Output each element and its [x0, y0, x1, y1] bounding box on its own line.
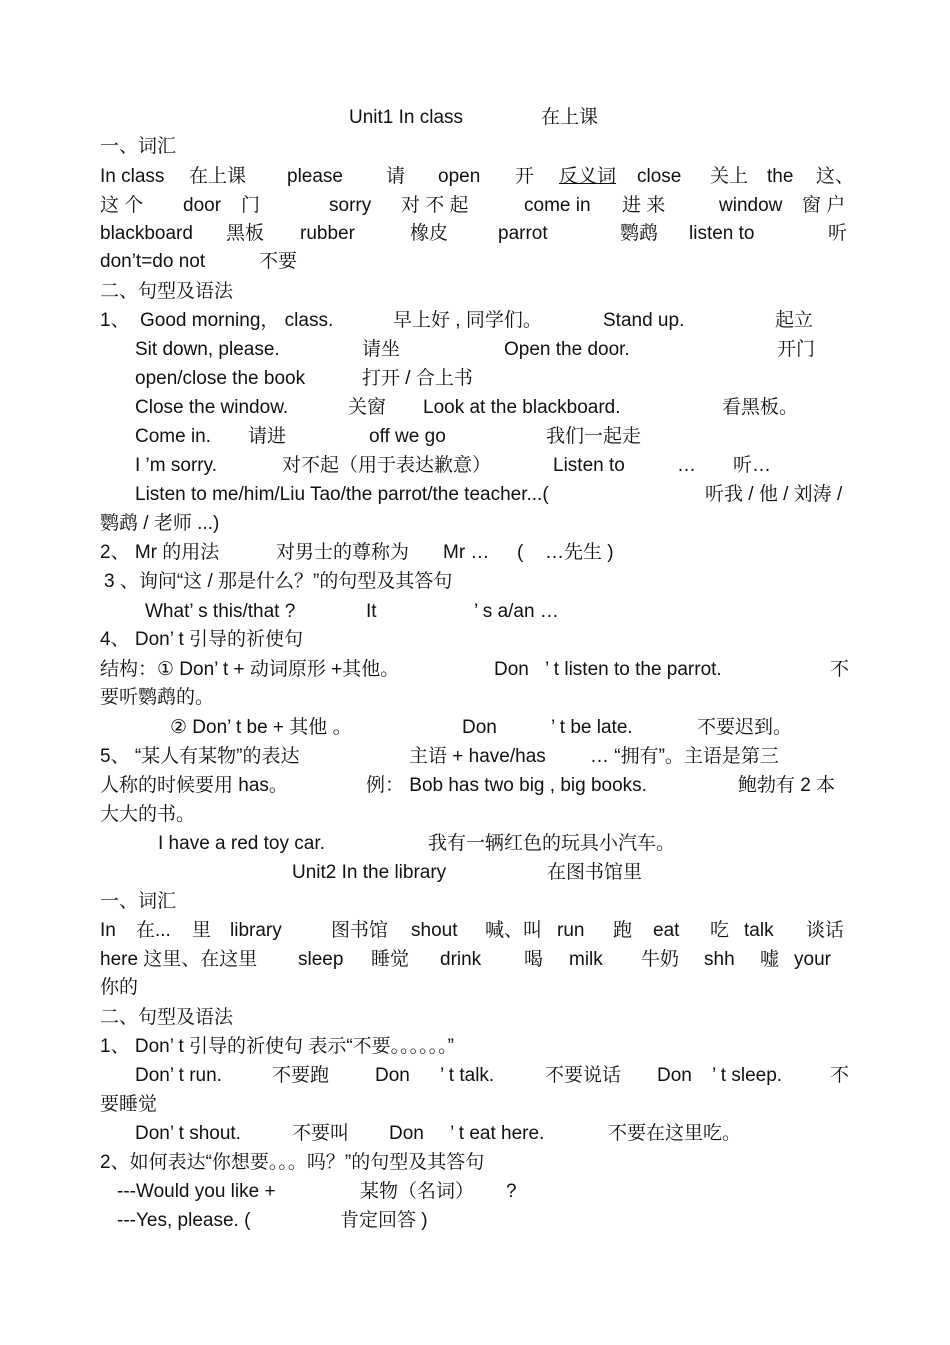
vocab-meaning: 不要 [259, 251, 298, 272]
phrase-zh: 开门 [777, 339, 816, 360]
vocab-meaning: 窗 户 [802, 195, 846, 216]
phrase-zh: 肯定回答 ) [340, 1210, 428, 1231]
phrase-en: Good morning， class. [140, 310, 334, 331]
phrase-zh: 打开 / 合上书 [362, 368, 473, 389]
phrase-en: Mr … [443, 542, 490, 563]
phrase-zh: 看黑板。 [722, 397, 799, 418]
phrase-en: ( [517, 542, 524, 563]
phrase-en: Come in. [135, 426, 212, 447]
phrase-zh: 关窗 [348, 397, 387, 418]
section-heading: 4、 Don’ t 引导的祈使句 [100, 629, 304, 650]
vocab-meaning: 关上 [710, 166, 749, 187]
vocab-meaning: 对 不 起 [401, 195, 469, 216]
phrase-en: Listen to [553, 455, 625, 476]
vocab-word: please [287, 166, 343, 187]
phrase-zh: 不要在这里吃。 [608, 1123, 742, 1144]
vocab-meaning: 牛奶 [641, 949, 680, 970]
phrase-zh: 起立 [775, 310, 814, 331]
phrase-zh: 鹦鹉 / 老师 ...) [100, 513, 220, 534]
phrase-en: ---Would you like + [117, 1181, 276, 1202]
phrase-zh: 大大的书。 [100, 804, 196, 825]
phrase-en: Open the door. [504, 339, 630, 360]
phrase-en: Close the window. [135, 397, 289, 418]
phrase-zh: 某物（名词） [360, 1181, 475, 1202]
vocab-meaning: 喊、叫 [485, 920, 543, 941]
unit2-grammar-header: 二、句型及语法 [100, 1007, 234, 1028]
phrase-zh: 不要迟到。 [697, 717, 793, 738]
example-line: 例： Bob has two big , big books. [366, 775, 647, 796]
vocab-word: sleep [298, 949, 344, 970]
phrase-zh: 不 [830, 659, 850, 680]
phrase-en: off we go [369, 426, 446, 447]
phrase-en: ---Yes, please. ( [117, 1210, 251, 1231]
antonym-label: 反义词 [559, 166, 617, 187]
vocab-meaning: 嘘 [760, 949, 780, 970]
phrase-en: Listen to me/him/Liu Tao/the parrot/the teacher...( [135, 484, 549, 505]
vocab-meaning: 这、 [816, 166, 855, 187]
vocab-meaning: 在... [136, 920, 171, 941]
phrase-zh: 早上好 , 同学们。 [393, 310, 542, 331]
phrase-en: Don [494, 659, 529, 680]
vocab-meaning: 请 [386, 166, 406, 187]
vocab-meaning: 吃 [710, 920, 730, 941]
phrase-en: Don [657, 1065, 692, 1086]
phrase-en: ’ t talk. [440, 1065, 495, 1086]
section-heading: 1、 Don’ t 引导的祈使句 表示“不要。。。。。。” [100, 1036, 454, 1057]
vocab-meaning: 睡觉 [371, 949, 410, 970]
vocab-meaning: 橡皮 [410, 223, 449, 244]
structure-line: ② Don’ t be + 其他 。 [170, 717, 352, 738]
vocab-word: eat [653, 920, 680, 941]
unit2-vocab-header: 一、词汇 [100, 891, 177, 912]
phrase-zh: 要听鹦鹉的。 [100, 687, 215, 708]
vocab-word: listen to [689, 223, 755, 244]
phrase-en: ’ t eat here. [450, 1123, 545, 1144]
unit1-title-zh: 在上课 [541, 107, 599, 128]
vocab-word: library [230, 920, 282, 941]
phrase-en: Don [462, 717, 497, 738]
phrase-zh: 不要跑 [272, 1065, 330, 1086]
section-heading: 3 、询问“这 / 那是什么？”的句型及其答句 [104, 571, 453, 592]
phrase-zh: 不要说话 [545, 1065, 622, 1086]
phrase-zh: 我有一辆红色的玩具小汽车。 [428, 833, 676, 854]
unit2-title-en: Unit2 In the library [292, 862, 447, 883]
vocab-word: milk [569, 949, 603, 970]
phrase-zh: 要睡觉 [100, 1094, 158, 1115]
phrase-en: ? [506, 1181, 517, 1202]
vocab-word: window [719, 195, 783, 216]
vocab-word: close [637, 166, 682, 187]
vocab-word: open [438, 166, 481, 187]
phrase-en: Sit down, please. [135, 339, 280, 360]
phrase-zh: 不 [830, 1065, 850, 1086]
phrase-zh: 请进 [248, 426, 287, 447]
phrase-en: Stand up. [603, 310, 685, 331]
phrase-en: I have a red toy car. [158, 833, 325, 854]
phrase-en: … [677, 455, 696, 476]
vocab-meaning: 喝 [524, 949, 544, 970]
vocab-word: rubber [300, 223, 355, 244]
phrase-en: What’ s this/that ? [145, 601, 296, 622]
structure-line: 结构：① Don’ t + 动词原形 +其他。 [100, 659, 400, 680]
section-heading: 2、如何表达“你想要。。。吗？”的句型及其答句 [100, 1152, 485, 1173]
vocab-word: run [557, 920, 585, 941]
phrase-en: ’ t listen to the parrot. [545, 659, 722, 680]
phrase-en: Look at the blackboard. [423, 397, 621, 418]
vocab-word: your [794, 949, 831, 970]
vocab-meaning: 里 [192, 920, 212, 941]
vocab-meaning: 听 [828, 223, 848, 244]
vocab-word: shh [704, 949, 735, 970]
phrase-zh: 对不起（用于表达歉意） [282, 455, 492, 476]
phrase-en: 主语 + have/has [409, 746, 546, 767]
phrase-en: ’ s a/an … [474, 601, 559, 622]
unit1-title-en: Unit1 In class [349, 107, 464, 128]
vocab-word: shout [411, 920, 458, 941]
vocab-meaning: 这 个 [100, 195, 144, 216]
vocab-word: sorry [329, 195, 372, 216]
phrase-en: ’ t sleep. [712, 1065, 783, 1086]
phrase-zh: 不要叫 [292, 1123, 350, 1144]
vocab-word: In [100, 920, 116, 941]
phrase-zh: …先生 ) [545, 542, 614, 563]
phrase-zh: 我们一起走 [546, 426, 642, 447]
vocab-word: parrot [498, 223, 548, 244]
unit1-grammar-header: 二、句型及语法 [100, 281, 234, 302]
phrase-zh: 对男士的尊称为 [276, 542, 410, 563]
vocab-meaning: 图书馆 [331, 920, 389, 941]
vocab-word: come in [524, 195, 591, 216]
unit1-vocab-header: 一、词汇 [100, 136, 177, 157]
vocab-word: don’t=do not [100, 251, 206, 272]
phrase-en: It [366, 601, 377, 622]
phrase-en: open/close the book [135, 368, 306, 389]
phrase-en: Don [389, 1123, 424, 1144]
vocab-word: talk [744, 920, 774, 941]
vocab-meaning: 黑板 [226, 223, 265, 244]
vocab-word: drink [440, 949, 482, 970]
phrase-en: Don [375, 1065, 410, 1086]
phrase-zh: … “拥有”。主语是第三 [590, 746, 779, 767]
vocab-word: In class [100, 166, 165, 187]
vocab-meaning: 在上课 [189, 166, 247, 187]
phrase-zh: 人称的时候要用 has。 [100, 775, 288, 796]
section-heading: 5、 “某人有某物”的表达 [100, 746, 300, 767]
phrase-en: Don’ t run. [135, 1065, 222, 1086]
vocab-meaning: 谈话 [806, 920, 845, 941]
vocab-meaning: 你的 [100, 977, 139, 998]
phrase-zh: 鲍勃有 2 本 [738, 775, 836, 796]
vocab-word: door [183, 195, 222, 216]
vocab-word: the [767, 166, 794, 187]
phrase-en: Don’ t shout. [135, 1123, 241, 1144]
phrase-zh: 请坐 [362, 339, 401, 360]
vocab-meaning: 进 来 [622, 195, 666, 216]
item-number: 1、 [100, 310, 130, 331]
vocab-meaning: 跑 [613, 920, 633, 941]
vocab-meaning: 鹦鹉 [620, 223, 659, 244]
vocab-word: blackboard [100, 223, 193, 244]
phrase-en: ’ t be late. [551, 717, 633, 738]
vocab-word: here 这里、在这里 [100, 949, 258, 970]
unit2-title-zh: 在图书馆里 [547, 862, 643, 883]
vocab-meaning: 门 [241, 195, 261, 216]
section-heading: 2、 Mr 的用法 [100, 542, 220, 563]
phrase-zh: 听… [733, 455, 772, 476]
phrase-zh: 听我 / 他 / 刘涛 / [705, 484, 843, 505]
phrase-en: I ’m sorry. [135, 455, 217, 476]
vocab-meaning: 开 [515, 166, 535, 187]
